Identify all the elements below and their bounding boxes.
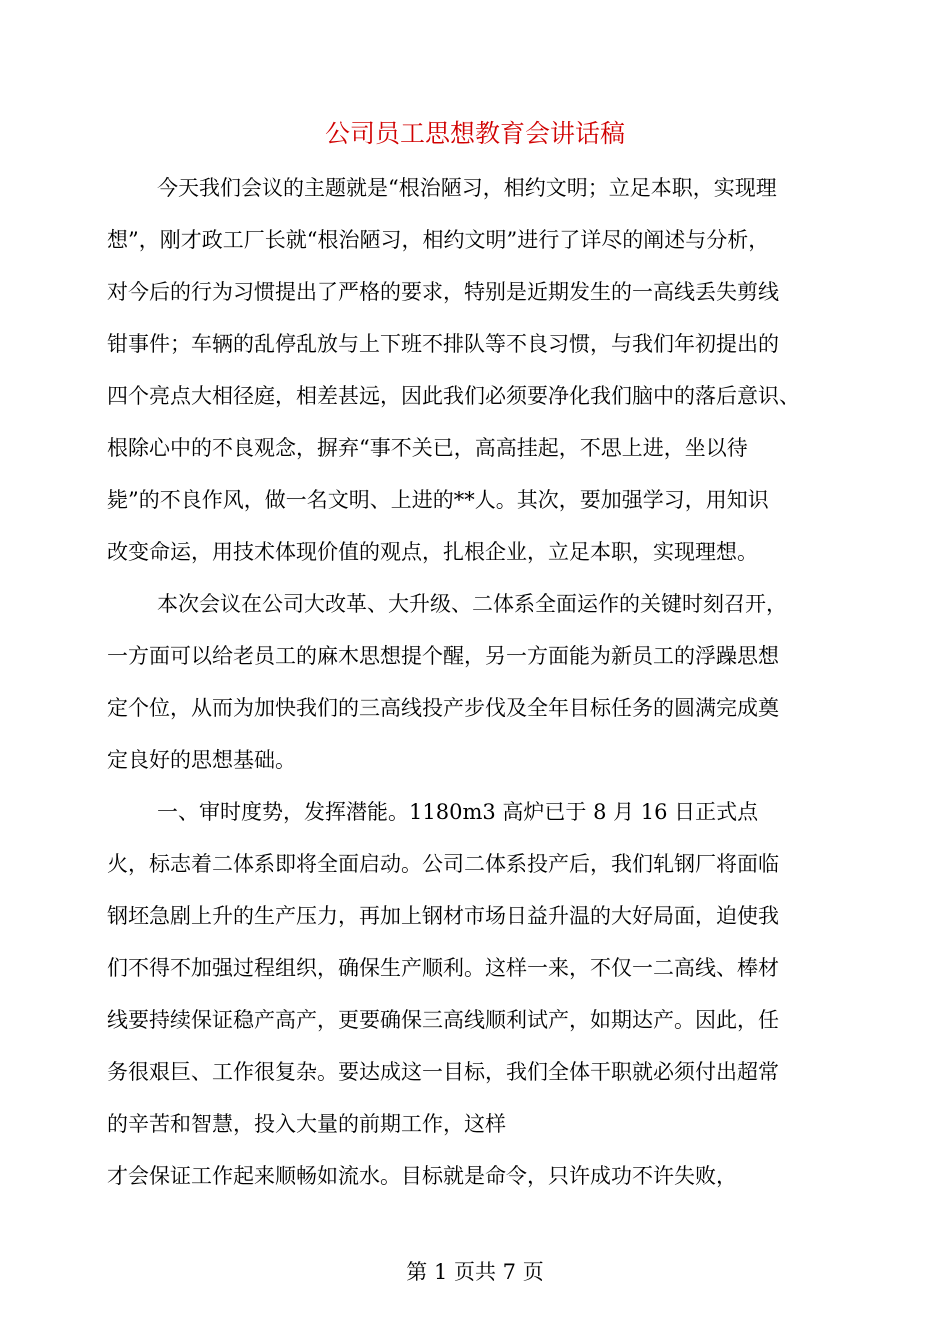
paragraph-3-line-4: 们不得不加强过程组织，确保生产顺利。这样一来，不仅一二高线、棒材 <box>107 956 779 980</box>
paragraph-3-line-7: 的辛苦和智慧，投入大量的前期工作，这样 <box>107 1112 506 1136</box>
paragraph-1-line-8: 改变命运，用技术体现价值的观点，扎根企业，立足本职，实现理想。 <box>107 540 758 564</box>
page-footer: 第 1 页共 7 页 <box>406 1260 544 1284</box>
paragraph-1-line-2: 想”，刚才政工厂长就“根治陋习，相约文明”进行了详尽的阐述与分析， <box>107 228 770 252</box>
paragraph-3-line-2: 火，标志着二体系即将全面启动。公司二体系投产后，我们轧钢厂将面临 <box>107 852 779 876</box>
paragraph-2-line-1: 本次会议在公司大改革、大升级、二体系全面运作的关键时刻召开， <box>157 592 787 616</box>
paragraph-3-line-1: 一、审时度势，发挥潜能。1180m3 高炉已于 8 月 16 日正式点 <box>157 800 759 824</box>
paragraph-1-line-1: 今天我们会议的主题就是“根治陋习，相约文明；立足本职，实现理 <box>157 176 777 200</box>
paragraph-3-line-8: 才会保证工作起来顺畅如流水。目标就是命令，只许成功不许失败， <box>107 1164 737 1188</box>
paragraph-1-line-6: 根除心中的不良观念，摒弃“事不关已，高高挂起，不思上进，坐以待 <box>107 436 748 460</box>
paragraph-1-line-3: 对今后的行为习惯提出了严格的要求，特别是近期发生的一高线丢失剪线 <box>107 280 779 304</box>
paragraph-1-line-7: 毙”的不良作风，做一名文明、上进的**人。其次，要加强学习，用知识 <box>107 488 769 512</box>
paragraph-3-line-3: 钢坯急剧上升的生产压力，再加上钢材市场日益升温的大好局面，迫使我 <box>107 904 779 928</box>
paragraph-2-line-4: 定良好的思想基础。 <box>107 748 296 772</box>
paragraph-3-line-5: 线要持续保证稳产高产，更要确保三高线顺利试产，如期达产。因此，任 <box>107 1008 779 1032</box>
paragraph-2-line-3: 定个位，从而为加快我们的三高线投产步伐及全年目标任务的圆满完成奠 <box>107 696 779 720</box>
paragraph-2-line-2: 一方面可以给老员工的麻木思想提个醒，另一方面能为新员工的浮躁思想 <box>107 644 779 668</box>
document-title: 公司员工思想教育会讲话稿 <box>324 119 625 148</box>
paragraph-1-line-5: 四个亮点大相径庭，相差甚远，因此我们必须要净化我们脑中的落后意识、 <box>107 384 800 408</box>
paragraph-3-line-6: 务很艰巨、工作很复杂。要达成这一目标，我们全体干职就必须付出超常 <box>107 1060 779 1084</box>
paragraph-1-line-4: 钳事件；车辆的乱停乱放与上下班不排队等不良习惯，与我们年初提出的 <box>107 332 779 356</box>
